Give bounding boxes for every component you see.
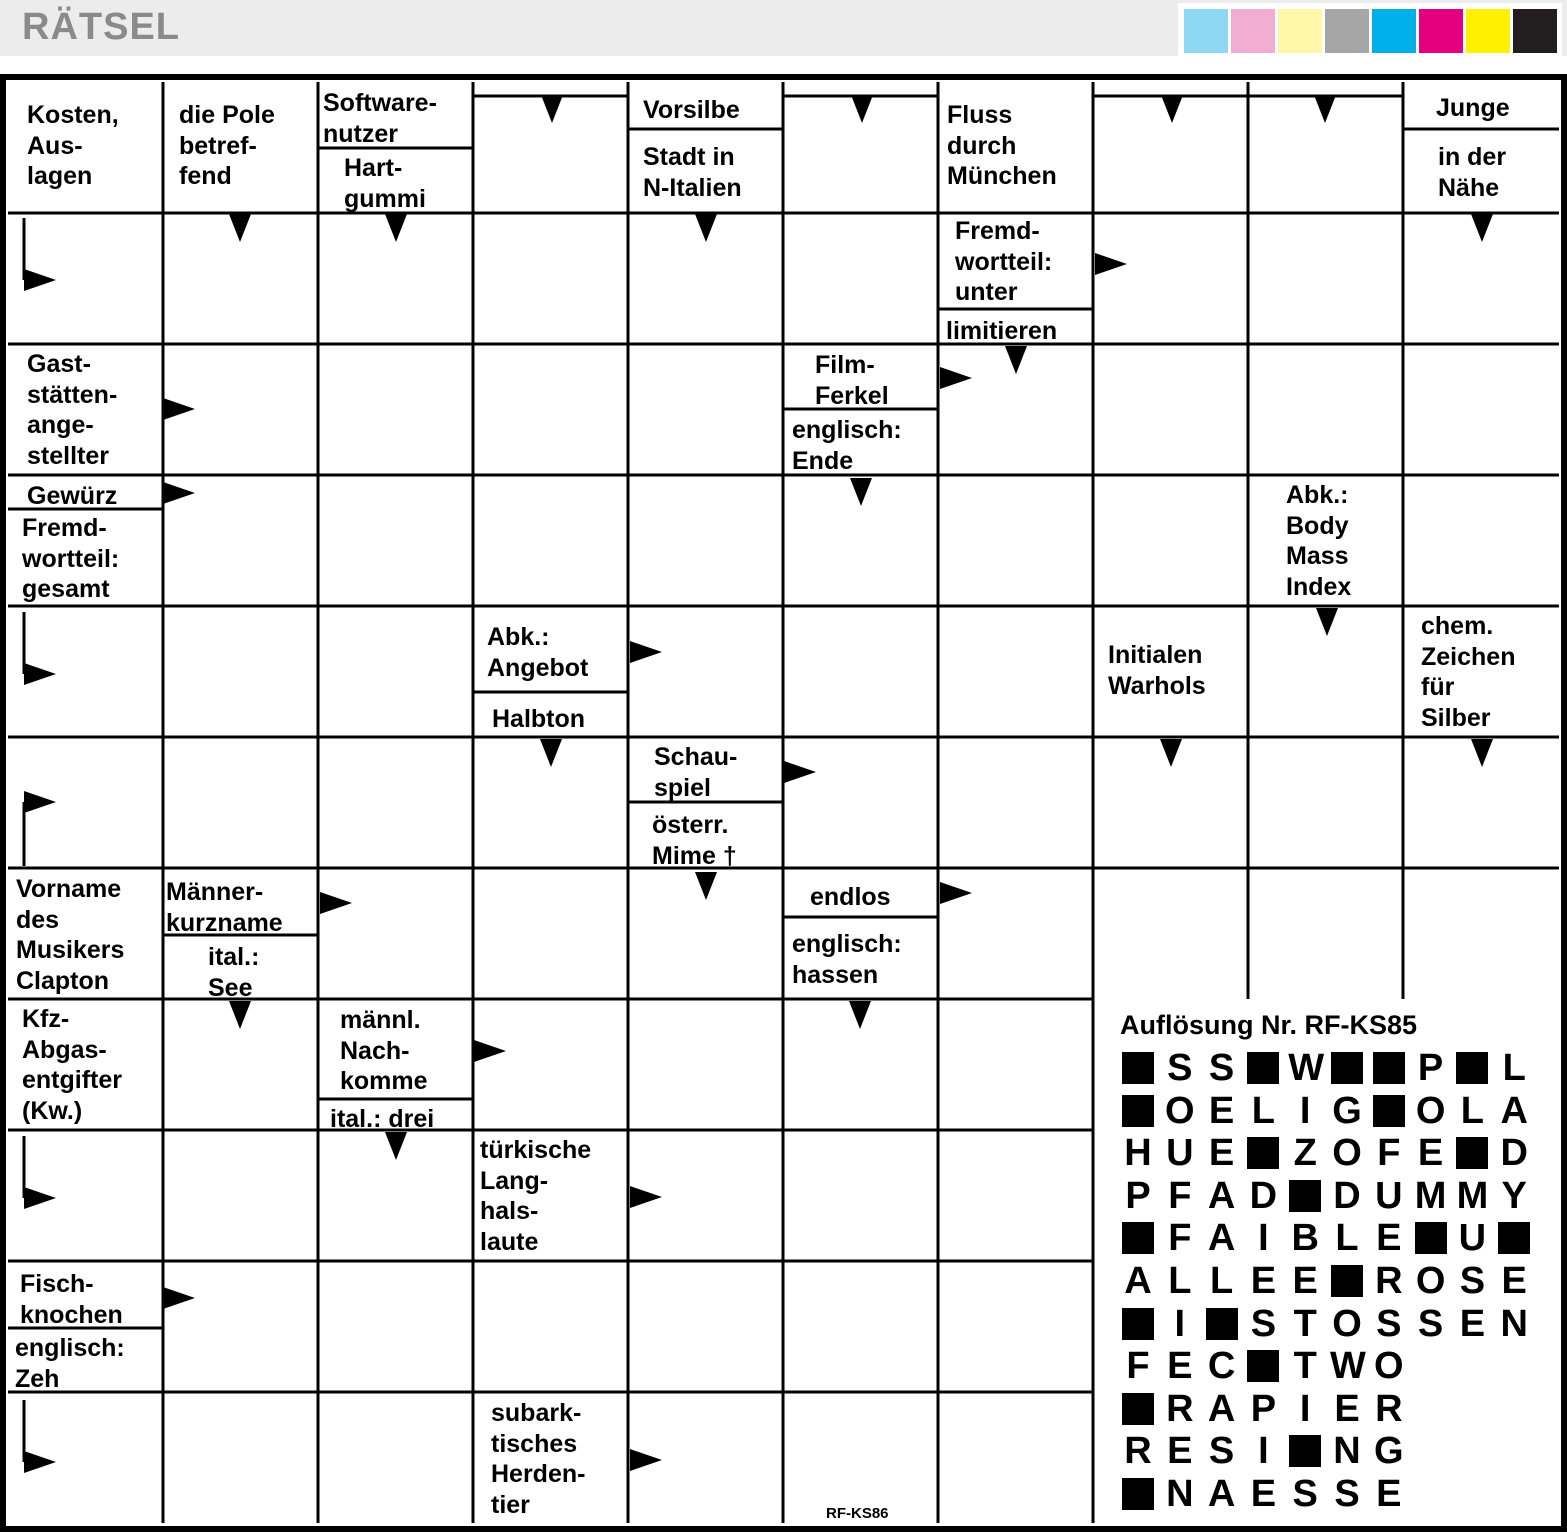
clue-c06: Stadt in N-Italien bbox=[643, 143, 742, 202]
solution-letter: S bbox=[1167, 1047, 1193, 1089]
solution-letter: I bbox=[1258, 1430, 1269, 1473]
clue-c10: Fremd- wortteil: unter bbox=[955, 217, 1053, 306]
header-bar bbox=[0, 0, 1567, 56]
arrow-right-icon bbox=[630, 641, 662, 663]
clue-c01: Kosten, Aus- lagen bbox=[27, 101, 119, 190]
clue-c16: Fremd- wortteil: gesamt bbox=[22, 514, 120, 603]
solution-black-square bbox=[1373, 1095, 1405, 1127]
solution-letter: F bbox=[1168, 1217, 1192, 1260]
solution-letter: A bbox=[1207, 1473, 1236, 1515]
solution-black-square bbox=[1122, 1393, 1154, 1425]
color-swatch bbox=[1184, 9, 1228, 53]
solution-letter: G bbox=[1374, 1430, 1404, 1473]
solution-black-square bbox=[1498, 1222, 1530, 1254]
solution-letter: M bbox=[1456, 1174, 1489, 1217]
solution-letter: E bbox=[1376, 1217, 1402, 1260]
solution-letter: S bbox=[1459, 1260, 1486, 1302]
clue-c27: endlos bbox=[810, 883, 891, 911]
arrow-right-icon bbox=[940, 367, 972, 389]
color-swatch bbox=[1325, 9, 1369, 53]
clue-c09: in der Nähe bbox=[1438, 143, 1507, 202]
arrow-down-icon bbox=[229, 1001, 251, 1029]
solution-letter: L bbox=[1168, 1260, 1192, 1302]
solution-letter: F bbox=[1168, 1174, 1192, 1217]
page-title: RÄTSEL bbox=[22, 6, 180, 48]
clue-c13: Film- Ferkel bbox=[815, 351, 889, 410]
clue-c12: Gast- stätten- ange- stellter bbox=[27, 350, 118, 470]
solution-letter: D bbox=[1333, 1174, 1361, 1217]
clue-c29: Kfz- Abgas- entgifter (Kw.) bbox=[22, 1005, 122, 1125]
arrow-down-icon bbox=[229, 214, 251, 242]
clue-c11: limitieren bbox=[946, 317, 1058, 345]
solution-letter: U bbox=[1375, 1174, 1403, 1217]
solution-letter: H bbox=[1124, 1132, 1152, 1175]
solution-letter: I bbox=[1174, 1302, 1186, 1345]
solution-letter: S bbox=[1292, 1473, 1318, 1515]
color-swatch bbox=[1466, 9, 1510, 53]
arrow-down-icon bbox=[1005, 346, 1027, 374]
solution-letter: R bbox=[1375, 1260, 1403, 1302]
solution-black-square bbox=[1206, 1308, 1238, 1340]
solution-letter: D bbox=[1500, 1132, 1528, 1175]
solution-letter: I bbox=[1299, 1387, 1311, 1430]
clue-c22: Schau- spiel bbox=[654, 743, 738, 802]
solution-letter: G bbox=[1332, 1089, 1362, 1132]
solution-letter: S bbox=[1208, 1047, 1235, 1089]
arrow-right-icon bbox=[630, 1449, 662, 1471]
arrow-right-icon bbox=[24, 663, 56, 685]
arrow-right-icon bbox=[163, 398, 195, 420]
solution-letter: L bbox=[1335, 1217, 1359, 1260]
arrow-right-icon bbox=[24, 1187, 56, 1209]
clue-c23: österr. Mime † bbox=[652, 811, 737, 870]
solution-letter: L bbox=[1209, 1260, 1234, 1302]
solution-letter: T bbox=[1293, 1302, 1317, 1345]
solution-black-square bbox=[1247, 1137, 1279, 1169]
color-swatch bbox=[1513, 9, 1557, 53]
solution-black-square bbox=[1122, 1222, 1154, 1254]
solution-letter: N bbox=[1500, 1302, 1528, 1345]
solution-letter: M bbox=[1414, 1174, 1447, 1217]
solution-letter: R bbox=[1375, 1387, 1403, 1430]
solution-black-square bbox=[1373, 1052, 1405, 1084]
solution-letter: A bbox=[1207, 1217, 1236, 1260]
solution-letter: L bbox=[1502, 1047, 1526, 1089]
solution-letter: I bbox=[1258, 1217, 1269, 1260]
solution-letter: F bbox=[1126, 1345, 1150, 1388]
arrow-right-icon bbox=[163, 1287, 195, 1309]
solution-black-square bbox=[1456, 1137, 1488, 1169]
solution-letter: E bbox=[1417, 1132, 1444, 1175]
solution-letter: E bbox=[1250, 1260, 1277, 1302]
clue-c24: Vorname des Musikers Clapton bbox=[16, 875, 125, 995]
solution-letter: U bbox=[1458, 1217, 1487, 1260]
solution-black-square bbox=[1122, 1052, 1154, 1084]
arrow-right-icon bbox=[24, 269, 56, 291]
arrow-down-icon bbox=[1314, 95, 1336, 123]
solution-letter: E bbox=[1292, 1260, 1318, 1302]
arrow-down-icon bbox=[385, 214, 407, 242]
arrow-right-icon bbox=[784, 761, 816, 783]
solution-letter: E bbox=[1376, 1473, 1402, 1515]
arrow-right-icon bbox=[474, 1040, 506, 1062]
solution-letter: A bbox=[1124, 1260, 1152, 1302]
solution-black-square bbox=[1122, 1095, 1154, 1127]
clue-c19: Halbton bbox=[492, 705, 586, 733]
puzzle-code: RF-KS86 bbox=[826, 1505, 889, 1522]
solution-black-square bbox=[1122, 1308, 1154, 1340]
clue-c25: Männer- kurzname bbox=[166, 878, 283, 937]
arrow-down-icon bbox=[540, 739, 562, 767]
clue-c20: Initialen Warhols bbox=[1108, 641, 1206, 700]
solution-letter: P bbox=[1250, 1387, 1277, 1430]
solution-letter: A bbox=[1207, 1387, 1236, 1430]
solution-letter: O bbox=[1374, 1345, 1404, 1388]
clue-c03: Software- nutzer bbox=[323, 89, 437, 148]
solution-letter: O bbox=[1332, 1302, 1362, 1345]
clue-c31: ital.: drei bbox=[330, 1105, 435, 1133]
solution-black-square bbox=[1415, 1222, 1447, 1254]
solution-letter: N bbox=[1333, 1430, 1361, 1473]
solution-title: Auflösung Nr. RF-KS85 bbox=[1120, 1010, 1418, 1040]
solution-letter: S bbox=[1250, 1302, 1277, 1345]
clue-c05: Vorsilbe bbox=[643, 96, 740, 124]
arrow-down-icon bbox=[1316, 608, 1338, 636]
solution-letter: O bbox=[1332, 1132, 1362, 1175]
clue-c07: Fluss durch München bbox=[947, 101, 1057, 190]
color-swatch bbox=[1278, 9, 1322, 53]
clue-c17: Abk.: Body Mass Index bbox=[1286, 481, 1352, 601]
arrow-right-icon bbox=[24, 1451, 56, 1473]
clue-c32: türkische Lang- hals- laute bbox=[480, 1136, 592, 1256]
solution-letter: D bbox=[1249, 1174, 1278, 1217]
solution-letter: E bbox=[1501, 1260, 1527, 1302]
arrow-down-icon bbox=[1160, 739, 1182, 767]
clue-c02: die Pole betref- fend bbox=[179, 101, 275, 190]
clue-c35: subark- tisches Herden- tier bbox=[491, 1399, 586, 1519]
color-swatch bbox=[1231, 9, 1275, 53]
solution-letter: E bbox=[1250, 1473, 1277, 1515]
solution-letter: Z bbox=[1293, 1132, 1317, 1175]
solution-black-square bbox=[1122, 1478, 1154, 1510]
solution-letter: S bbox=[1376, 1302, 1402, 1345]
arrow-right-icon bbox=[163, 482, 195, 504]
solution-letter: A bbox=[1500, 1089, 1528, 1132]
solution-letter: U bbox=[1166, 1132, 1194, 1175]
solution-letter: P bbox=[1125, 1174, 1151, 1217]
solution-letter: I bbox=[1299, 1089, 1311, 1132]
solution-letter: L bbox=[1460, 1089, 1484, 1132]
solution-letter: Y bbox=[1501, 1174, 1527, 1217]
solution-letter: A bbox=[1207, 1174, 1236, 1217]
clue-c30: männl. Nach- komme bbox=[340, 1006, 428, 1095]
solution-letter: E bbox=[1167, 1430, 1193, 1473]
solution-black-square bbox=[1456, 1052, 1488, 1084]
clue-c33: Fisch- knochen bbox=[20, 1270, 123, 1329]
solution-black-square bbox=[1289, 1180, 1321, 1212]
clue-c21: chem. Zeichen für Silber bbox=[1421, 612, 1516, 732]
solution-letter: R bbox=[1124, 1430, 1152, 1473]
arrow-down-icon bbox=[851, 95, 873, 123]
arrow-down-icon bbox=[849, 1001, 871, 1029]
arrow-right-icon bbox=[630, 1186, 662, 1208]
arrow-down-icon bbox=[850, 478, 872, 506]
solution-letter: L bbox=[1251, 1089, 1275, 1132]
solution-letter: F bbox=[1377, 1132, 1401, 1175]
color-calibration-strip bbox=[1178, 3, 1562, 57]
clue-c34: englisch: Zeh bbox=[15, 1334, 125, 1393]
clue-c26: ital.: See bbox=[208, 943, 260, 1002]
solution-letter: R bbox=[1166, 1387, 1194, 1430]
solution-letter: O bbox=[1415, 1260, 1446, 1302]
solution-letter: E bbox=[1459, 1302, 1486, 1345]
solution-letter: S bbox=[1417, 1302, 1444, 1345]
arrow-down-icon bbox=[1471, 214, 1493, 242]
solution-letter: B bbox=[1291, 1217, 1319, 1260]
solution-letter: E bbox=[1334, 1387, 1360, 1430]
clue-c14: englisch: Ende bbox=[792, 416, 902, 475]
arrow-down-icon bbox=[385, 1132, 407, 1160]
solution-black-square bbox=[1247, 1350, 1279, 1382]
solution-letter: E bbox=[1208, 1089, 1235, 1132]
solution-letter: S bbox=[1208, 1430, 1235, 1473]
arrow-right-icon bbox=[940, 882, 972, 904]
solution-letter: O bbox=[1165, 1089, 1195, 1132]
arrow-right-icon bbox=[1095, 253, 1127, 275]
arrow-down-icon bbox=[1161, 95, 1183, 123]
arrow-down-icon bbox=[695, 872, 717, 900]
solution-letter: C bbox=[1207, 1345, 1236, 1388]
solution-black-square bbox=[1289, 1435, 1321, 1467]
color-swatch bbox=[1372, 9, 1416, 53]
arrow-right-icon bbox=[24, 791, 56, 813]
clue-c15: Gewürz bbox=[27, 482, 118, 510]
solution-letter: N bbox=[1166, 1473, 1194, 1515]
arrow-down-icon bbox=[1471, 739, 1493, 767]
solution-black-square bbox=[1247, 1052, 1279, 1084]
solution-black-square bbox=[1331, 1052, 1363, 1084]
arrow-right-icon bbox=[320, 892, 352, 914]
solution-letter: S bbox=[1334, 1473, 1360, 1515]
solution-letter: O bbox=[1415, 1089, 1446, 1132]
clue-c28: englisch: hassen bbox=[792, 930, 902, 989]
solution-letter: T bbox=[1293, 1345, 1317, 1388]
solution-letter: W bbox=[1330, 1345, 1366, 1388]
solution-black-square bbox=[1331, 1265, 1363, 1297]
clue-c08: Junge bbox=[1436, 94, 1510, 122]
solution-letter: E bbox=[1208, 1132, 1235, 1175]
solution-letter: E bbox=[1167, 1345, 1193, 1388]
arrow-down-icon bbox=[541, 95, 563, 123]
clue-c18: Abk.: Angebot bbox=[487, 623, 589, 682]
clue-c04: Hart- gummi bbox=[344, 154, 426, 213]
solution-letter: P bbox=[1417, 1047, 1444, 1089]
color-swatch bbox=[1419, 9, 1463, 53]
solution-letter: W bbox=[1288, 1047, 1325, 1089]
arrow-down-icon bbox=[695, 214, 717, 242]
